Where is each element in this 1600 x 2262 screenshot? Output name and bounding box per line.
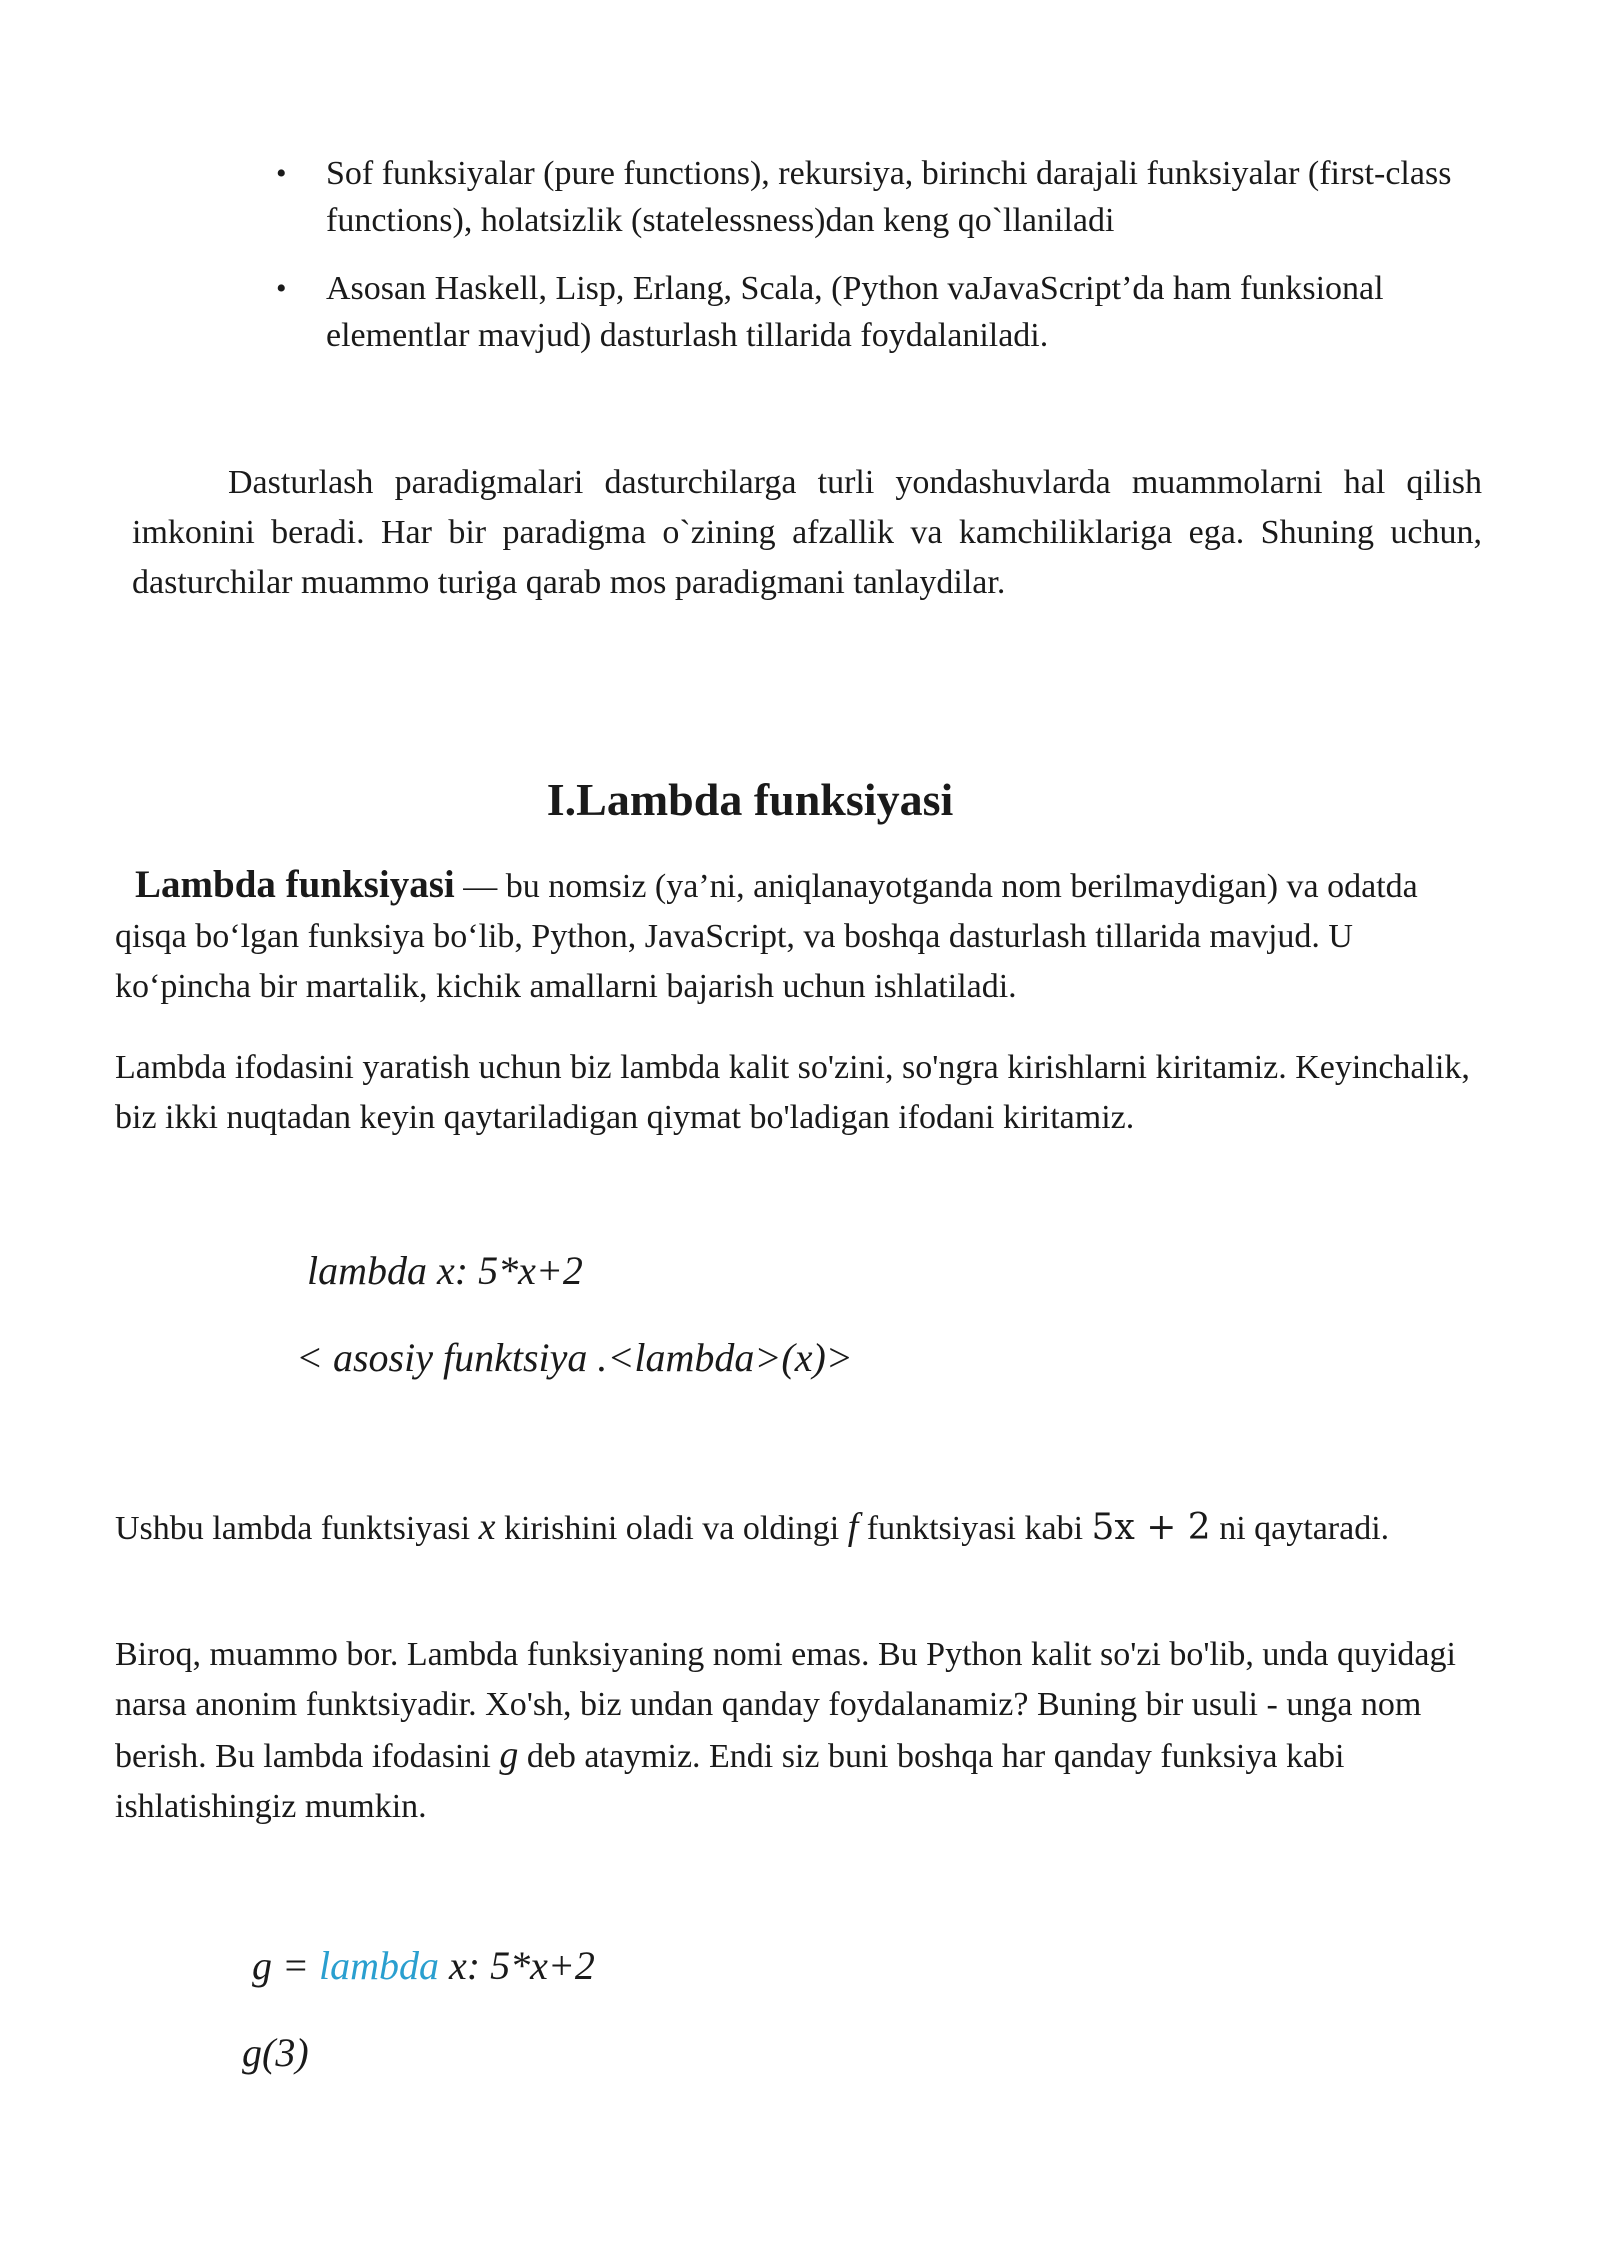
code-example-1-line-2: < asosiy funktsiya .<lambda>(x)> [296, 1335, 853, 1380]
bullet-list [276, 150, 1516, 380]
expression-5x-plus-2: 5x + 2 [1091, 1507, 1211, 1548]
definition-paragraph [115, 860, 1495, 1012]
explain-text: ni qaytaradi. [1210, 1510, 1390, 1547]
bullet-text: Asosan Haskell, Lisp, Erlang, Scala, (Python vaJavaScript’da ham funksional elementlar mavjud) dasturlash tillarida foydalaniladi. [326, 270, 1384, 354]
code-example-2-line-2: g(3) [242, 2030, 309, 2075]
code-assignment: g = [252, 1943, 319, 1988]
code-example-1-line-1: lambda x: 5*x+2 [307, 1248, 583, 1293]
variable-x: x [478, 1506, 496, 1548]
code-lambda-body: x: 5*x+2 [439, 1943, 595, 1988]
code-keyword-lambda: lambda [319, 1943, 439, 1988]
definition-text: — bu nomsiz (ya’ni, aniqlanayotganda nom berilmaydigan) va odatda qisqa bo‘lgan funksiya bo‘lib, Python, JavaScript, va boshqa dasturlash tillarida mavjud. U ko‘pincha bir martalik, kichik amallarni bajarish uchun ishlatiladi. [115, 868, 1418, 1005]
bullet-dot: • [276, 157, 287, 190]
problem-paragraph [115, 1630, 1495, 1832]
explain-text: funktsiyasi kabi [866, 1510, 1092, 1547]
section-heading: I.Lambda funksiyasi [546, 774, 954, 825]
creation-paragraph: Lambda ifodasini yaratish uchun biz lambda kalit so'zini, so'ngra kirishlarni kiritamiz. Keyinchalik, biz ikki nuqtadan keyin qaytariladigan qiymat bo'ladigan ifodani kiritamiz. [115, 1049, 1470, 1136]
explain-text: Ushbu lambda funktsiyasi [115, 1510, 479, 1547]
bullet-item [276, 265, 1516, 359]
intro-paragraph: Dasturlash paradigmalari dasturchilarga turli yondashuvlarda muammolarni hal qilish imkonini beradi. Har bir paradigma o`zining afzallik va kamchiliklariga ega. Shuning uchun, dasturchilar muammo turiga qarab mos paradigmani tanlaydilar. [132, 464, 1482, 601]
variable-f: f [847, 1506, 859, 1548]
definition-term: Lambda funksiyasi [135, 863, 455, 906]
bullet-text: Sof funksiyalar (pure functions), rekursiya, birinchi darajali funksiyalar (first-class functions), holatsizlik (statelessness)dan keng qo`llaniladi [326, 155, 1452, 239]
explain-text: kirishini oladi va oldingi [503, 1510, 848, 1547]
bullet-item [276, 150, 1516, 244]
code-example-2-line-1 [252, 1941, 595, 1991]
explain-paragraph [115, 1502, 1495, 1554]
problem-text: deb ataymiz. Endi siz buni boshqa har qanday funksiya kabi ishlatishingiz mumkin. [115, 1738, 1345, 1825]
bullet-dot: • [276, 272, 287, 305]
problem-text: Biroq, muammo bor. Lambda funksiyaning nomi emas. Bu Python kalit so'zi bo'lib, unda quyidagi narsa anonim funktsiyadir. Xo'sh, biz undan qanday foydalanamiz? Buning bir usuli - unga nom berish. Bu lambda ifodasini [115, 1636, 1456, 1775]
variable-g: g [499, 1734, 519, 1776]
